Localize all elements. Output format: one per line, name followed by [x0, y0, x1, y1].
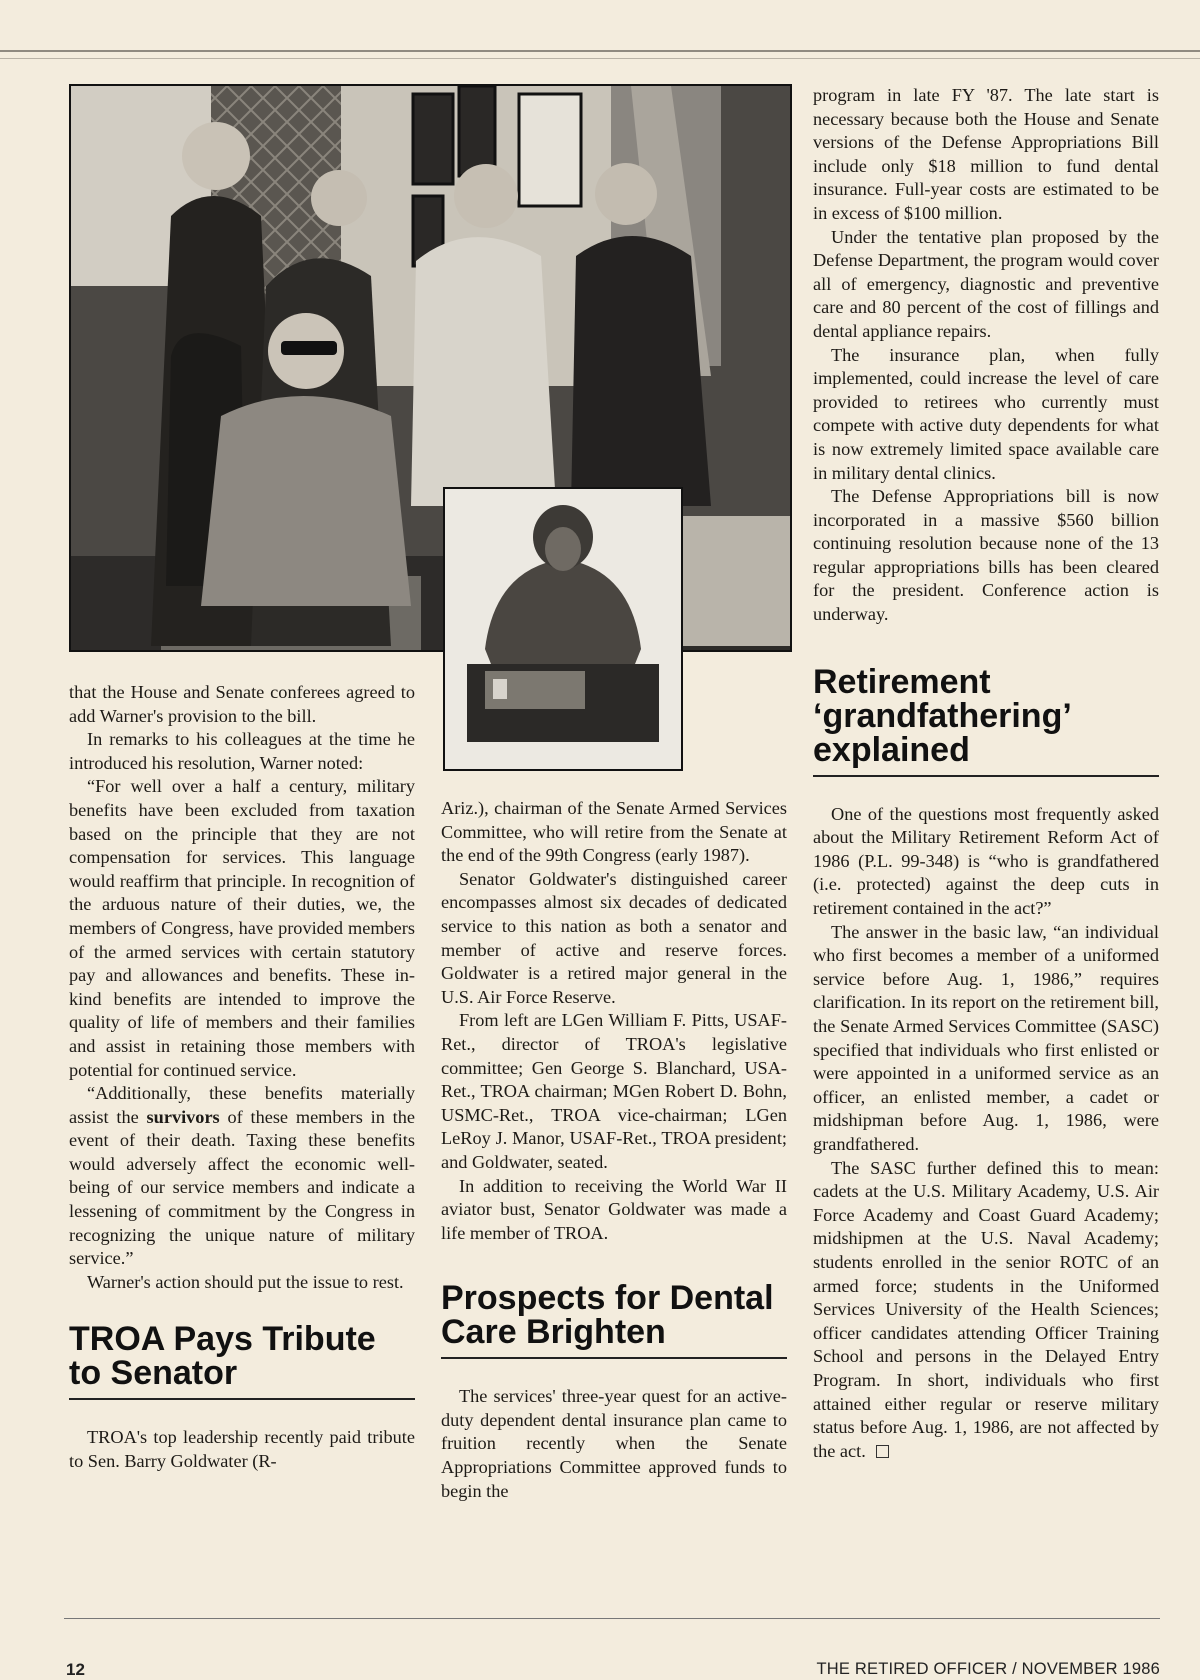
- right-paragraph: One of the questions most frequently asked about the Military Retirement Reform Act of 1986 (P.L. 99-348) is “who is grandfathered (i.e. protected) against the deep cuts in retirement contained in the act?”: [813, 803, 1159, 919]
- left-paragraph: In remarks to his colleagues at the time he introduced his resolution, Warner noted:: [69, 729, 415, 773]
- middle-paragraph: Senator Goldwater's distinguished career encompasses almost six decades of dedicated service to this nation as both a senator and member of active and reserve forces. Goldwater is a retired major general in the U.S. Air Force Reserve.: [441, 868, 787, 1007]
- middle-paragraph: From left are LGen William F. Pitts, USAF-Ret., director of TROA's legislative committee; Gen George S. Blanchard, USA-Ret., TROA chairman; MGen Robert D. Bohn, USMC-Ret., TROA vice-chairman; LGen LeRoy J. Manor, USAF-Ret., TROA president; and Goldwater, seated.: [441, 1010, 787, 1172]
- right-paragraph-text: The SASC further defined this to mean: cadets at the U.S. Military Academy, U.S. Air Force Academy and Coast Guard Academy; midshipmen at the U.S. Naval Academy; students enrolled in the senior ROTC of an armed force; students in the Uniformed Services University of the Health Sciences; officer candidates attending Officer Training School and persons in the Delayed Entry Program. In short, individuals who first attained either regular or reserve military status before Aug. 1, 1986, are not affected by the act.: [813, 1157, 1159, 1461]
- headline-retirement-grandfathering: Retirement ‘grandfathering’ explained: [813, 665, 1159, 777]
- right-paragraph: program in late FY '87. The late start is necessary because both the House and Senate versions of the Defense Appropriations Bill include only $18 million to fund dental insurance. Full-year costs are estimated to be in excess of $100 million.: [813, 85, 1159, 223]
- left-paragraph: TROA's top leadership recently paid tribute to Sen. Barry Goldwater (R-: [69, 1427, 415, 1472]
- left-paragraph: Warner's action should put the issue to rest.: [87, 1271, 404, 1292]
- right-paragraph: Under the tentative plan proposed by the Defense Department, the program would cover all of emergency, diagnostic and preventive care and 80 percent of the cost of fillings and dental appliance repairs.: [813, 226, 1159, 341]
- aviator-bust-illustration: [445, 489, 681, 769]
- middle-paragraph: Ariz.), chairman of the Senate Armed Services Committee, who will retire from the Senate at the end of the 99th Congress (early 1987).: [441, 798, 787, 866]
- left-paragraph-text: of these members in the event of their death. Taxing these benefits would adversely affect the economic well-being of our service members and indicate a lessening of commitment by the Congress in recognizing the unique nature of military service.”: [69, 1106, 415, 1269]
- right-column: [813, 84, 1159, 1463]
- right-paragraph: The Defense Appropriations bill is now incorporated in a massive $560 billion continuing resolution because none of the 13 regular appropriations bills has been cleared for the president. Conference action is underway.: [813, 486, 1159, 625]
- end-of-article-box-icon: [876, 1445, 889, 1458]
- page-number: 12: [66, 1660, 85, 1679]
- header-rule-thin: [0, 58, 1200, 59]
- left-column: [69, 681, 415, 1474]
- right-paragraph: The answer in the basic law, “an individual who first becomes a member of a uniformed service before Aug. 1, 1986,” requires clarification. In its report on the retirement bill, the Senate Armed Services Committee (SASC) specified that individuals who first enlisted or were appointed in a uniformed service as an officer, an enlisted member, a cadet or midshipman before Aug. 1, 1986, were grandfathered.: [813, 921, 1159, 1154]
- middle-paragraph: In addition to receiving the World War II aviator bust, Senator Goldwater was made a life member of TROA.: [441, 1175, 787, 1243]
- left-paragraph-survivors: [69, 1082, 415, 1271]
- header-rule: [0, 50, 1200, 52]
- survivors-bold: survivors: [146, 1106, 220, 1127]
- right-paragraph-last: [813, 1157, 1159, 1464]
- headline-troa-tribute: TROA Pays Tribute to Senator: [69, 1322, 415, 1400]
- middle-column: [441, 797, 787, 1503]
- group-photo: [69, 84, 792, 652]
- left-paragraph-text: “Additionally, these benefits materially assist the: [69, 1083, 415, 1127]
- middle-paragraph: The services' three-year quest for an active-duty dependent dental insurance plan came to fruition recently when the Senate Appropriations Committee approved funds to begin the: [441, 1386, 787, 1501]
- headline-dental-care: Prospects for Dental Care Brighten: [441, 1281, 787, 1359]
- aviator-bust-photo: [443, 487, 683, 771]
- footer-rule: [64, 1618, 1160, 1619]
- right-paragraph: The insurance plan, when fully implemented, could increase the level of care provided to retirees who currently must compete with active duty dependents for what is now extremely limited space available care in military dental clinics.: [813, 344, 1159, 483]
- left-paragraph: that the House and Senate conferees agreed to add Warner's provision to the bill.: [69, 682, 415, 726]
- left-paragraph: “For well over a half a century, military benefits have been excluded from taxation based on the principle that they are not compensation for services. This language would reaffirm that principle. In recognition of the arduous nature of their duties, we, the members of Congress, have provided members of the armed services with certain statutory pay and allowances and benefits. These in-kind benefits are intended to improve the quality of life of members and their families and assist in retaining those members with potential for continued service.: [69, 776, 415, 1080]
- running-footer: THE RETIRED OFFICER / NOVEMBER 1986: [816, 1660, 1160, 1678]
